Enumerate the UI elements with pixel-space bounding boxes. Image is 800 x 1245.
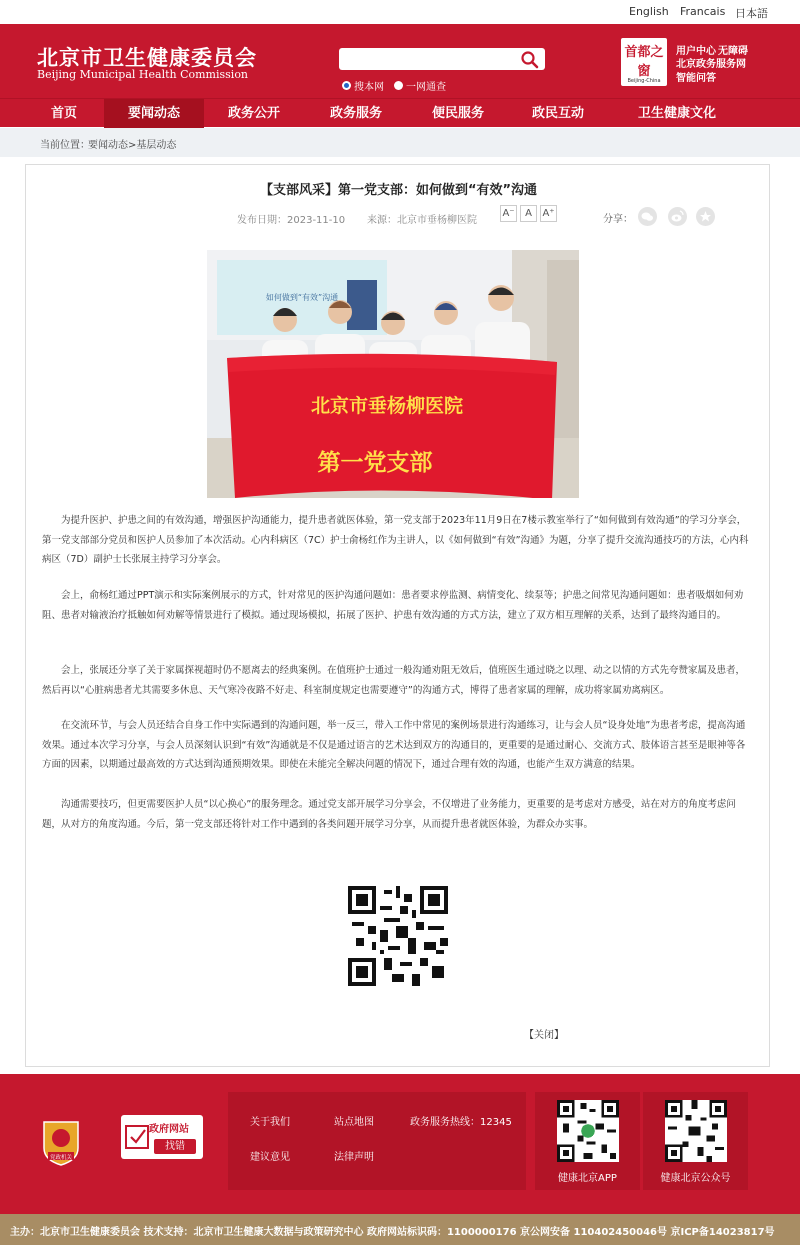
qr-code-icon	[557, 1100, 619, 1162]
favorite-icon[interactable]	[696, 207, 715, 226]
legal-statement-link[interactable]: 法律声明	[334, 1152, 374, 1163]
footer-bottom-bar	[0, 1214, 800, 1245]
site-title-en: Beijing Municipal Health Commission	[37, 68, 249, 81]
site-title[interactable]: 北京市卫生健康委员会	[37, 46, 257, 70]
gov-site-error-report[interactable]	[121, 1115, 203, 1159]
search-input[interactable]	[339, 48, 545, 70]
main-nav	[0, 98, 800, 127]
language-bar	[0, 0, 800, 24]
close-button[interactable]: 【关闭】	[524, 1030, 564, 1041]
about-us-link[interactable]: 关于我们	[250, 1117, 290, 1128]
gov-service-link[interactable]: 北京政务服务网	[676, 59, 746, 70]
search-scope	[342, 78, 446, 93]
font-larger-button[interactable]: A⁺	[540, 205, 557, 222]
suggestions-link[interactable]: 建议意见	[250, 1152, 290, 1163]
seal-sub: Beijing-China	[627, 78, 661, 84]
article-qr-code	[348, 886, 448, 986]
lang-english-link[interactable]: English	[629, 5, 669, 18]
wechat-icon[interactable]	[638, 207, 657, 226]
health-wechat-qr[interactable]	[643, 1092, 748, 1190]
banner-line1: 北京市垂杨柳医院	[310, 395, 464, 417]
emblem-label: 党政机关	[49, 1155, 73, 1161]
lang-french-link[interactable]: Francais	[680, 5, 726, 18]
article-paragraph: 为提升医护、护患之间的有效沟通，增强医护沟通能力，提升患者就医体验，第一党支部于2023年11月9日在7楼示教室举行了“如何做到有效沟通”的学习分享会，第一党支部部分党员和医护人员参加了本次活动。心内科病区（7C）护士俞杨红作为主讲人，以《如何做到“有效”沟通》为题，分享了提升交流沟通技巧的方法，心内科病区（7D）副护士长张展主持学习分享会。	[42, 515, 749, 565]
nav-health-culture[interactable]: 卫生健康文化	[637, 106, 716, 121]
publish-date: 发布日期：2023-11-10	[237, 215, 346, 226]
breadcrumb	[0, 128, 800, 157]
banner-line2: 第一党支部	[317, 449, 433, 476]
health-app-caption: 健康北京APP	[558, 1173, 617, 1184]
nav-gov-affairs[interactable]: 政务公开	[227, 106, 280, 121]
smart-qa-link[interactable]: 智能问答	[676, 73, 716, 84]
article-title: 【支部风采】第一党支部：如何做到“有效”沟通	[259, 183, 538, 198]
weibo-icon[interactable]	[668, 207, 687, 226]
nav-gov-service[interactable]: 政务服务	[329, 106, 382, 121]
search-icon[interactable]	[517, 48, 543, 70]
gov-site-label: 政府网站	[149, 1124, 189, 1135]
article-paragraph: 会上，俞杨红通过PPT演示和实际案例展示的方式，针对常见的医护沟通问题如：患者要求停监测、病情变化、续泵等；护患之间常见沟通问题如：患者吸烟如何劝阻、患者对输液治疗抵触如何劝解等情景进行了模拟。通过现场模拟，拓展了医护、护患有效沟通的方式方法，建立了双方相互理解的关系，达到了最终沟通目的。	[42, 590, 744, 621]
site-header	[0, 24, 800, 98]
font-smaller-button[interactable]: A⁻	[500, 205, 517, 222]
article-paragraph: 沟通需要技巧，但更需要医护人员“以心换心”的服务理念。通过党支部开展学习分享会，不仅增进了业务能力，更重要的是考虑对方感受，站在对方的角度考虑问题，从对方的角度沟通。今后，第一党支部还将针对工作中遇到的各类问题开展学习分享，从而提升患者就医体验，为群众办实事。	[42, 799, 736, 830]
nav-home[interactable]: 首页	[50, 106, 77, 121]
site-footer	[0, 1074, 800, 1214]
service-hotline: 政务服务热线：12345	[410, 1117, 512, 1128]
user-center-link[interactable]: 用户中心	[676, 46, 716, 57]
party-gov-emblem[interactable]	[40, 1118, 82, 1166]
site-map-link[interactable]: 站点地图	[334, 1117, 374, 1128]
screen-text: 如何做到“有效”沟通	[265, 293, 339, 302]
health-wechat-caption: 健康北京公众号	[660, 1173, 731, 1184]
article-paragraph: 会上，张展还分享了关于家属探视超时仍不愿离去的经典案例。在值班护士通过一般沟通劝阻无效后，值班医生通过晓之以理、动之以情的方式先夸赞家属及患者，然后再以“心脏病患者尤其需要多休息、天气寒冷夜路不好走、科室制度规定也需要遵守”的沟通方式，博得了患者家属的理解，成功将家属劝离病区。	[42, 665, 746, 696]
site-registration-info: 主办：北京市卫生健康委员会 技术支持：北京市卫生健康大数据与政策研究中心 政府网站标识码：1100000176 京公网安备 110402450046号 京ICP备14023817号	[10, 1227, 775, 1238]
breadcrumb-label: 当前位置：	[40, 140, 90, 151]
lang-japanese-link[interactable]: 日本語	[735, 7, 768, 20]
footer-links	[228, 1092, 526, 1190]
article-photo	[207, 250, 579, 498]
nav-news[interactable]: 要闻动态	[104, 99, 204, 128]
search-scope-all[interactable]: 一网通查	[394, 78, 446, 93]
seal-text: 首都之窗	[624, 45, 664, 79]
breadcrumb-path[interactable]: 要闻动态>基层动态	[88, 140, 177, 151]
accessibility-link[interactable]: 无障碍	[718, 46, 748, 57]
nav-interaction[interactable]: 政民互动	[531, 106, 584, 121]
capital-window-logo[interactable]	[621, 38, 667, 86]
search-scope-site[interactable]: 搜本网	[342, 78, 384, 93]
article-paragraph: 在交流环节，与会人员还结合自身工作中实际遇到的沟通问题，举一反三，带入工作中常见的案例场景进行沟通练习，让与会人员“设身处地”为患者考虑，提高沟通效果。通过本次学习分享，与会人员深刻认识到“有效”沟通就是不仅是通过语言的艺术达到双方的沟通目的，更重要的是通过耐心、交流方式、肢体语言甚至是眼神等各方面的因素，以期通过最高效的方式达到沟通预期效果。即使在未能完全解决问题的情况下，通过合理有效的沟通，也能产生双方满意的结果。	[42, 720, 746, 770]
gov-site-error-label: 找错	[154, 1139, 196, 1154]
qr-code-icon	[665, 1100, 727, 1162]
article-source: 来源：北京市垂杨柳医院	[367, 215, 477, 226]
article-panel	[25, 164, 770, 1067]
health-app-qr[interactable]	[535, 1092, 640, 1190]
font-normal-button[interactable]: A	[520, 205, 537, 222]
nav-convenience[interactable]: 便民服务	[431, 106, 484, 121]
share-label: 分享：	[603, 214, 633, 225]
